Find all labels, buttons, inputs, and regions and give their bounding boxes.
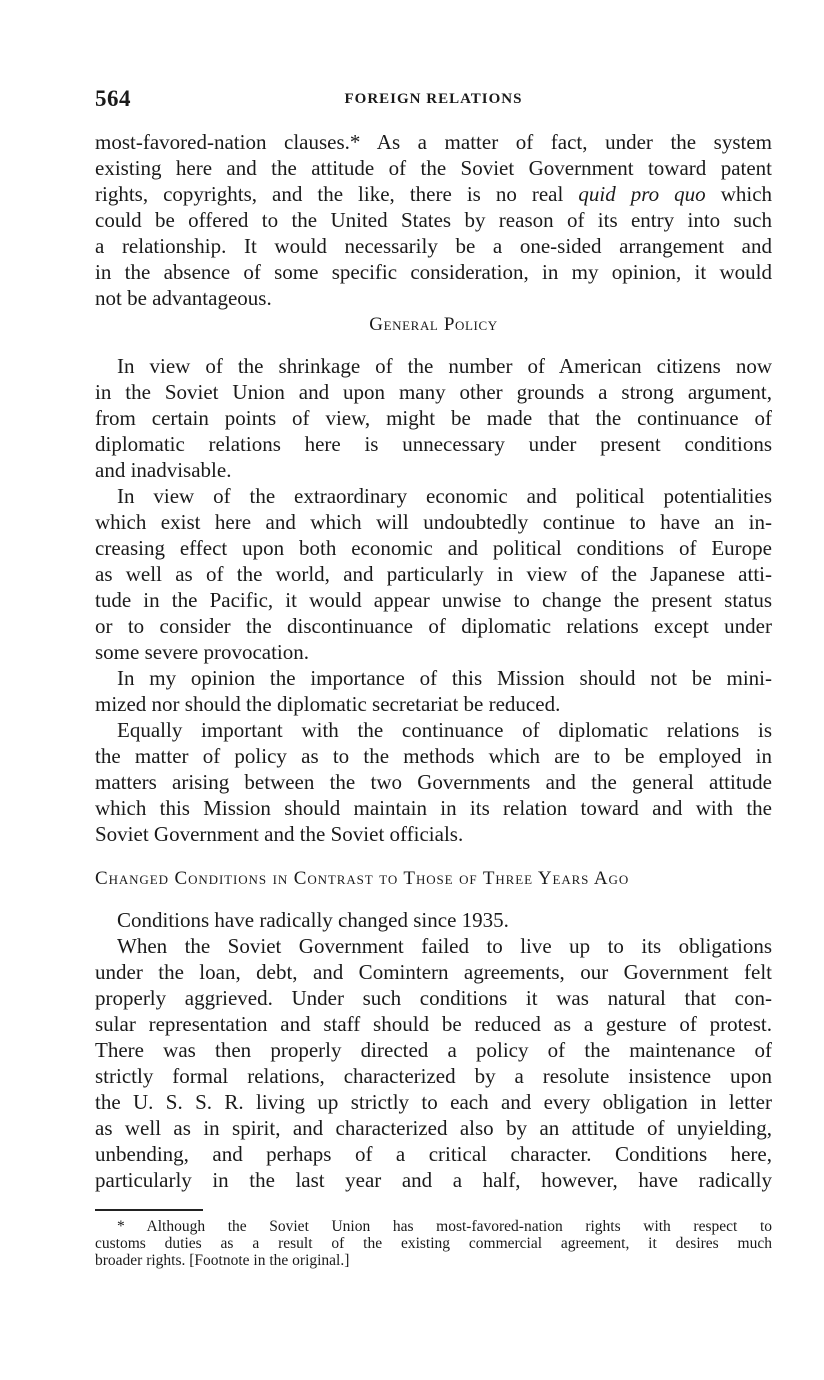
running-title: FOREIGN RELATIONS (344, 91, 523, 107)
text-line (95, 181, 772, 207)
text-line: in the Soviet Union and upon many other grounds a strong argument, (95, 380, 772, 404)
text-line: When the Soviet Government failed to live up to its obligations (117, 934, 772, 958)
paragraph-5 (95, 717, 772, 847)
text-line: strictly formal relations, characterized by a resolute insistence upon (95, 1064, 772, 1088)
text-line: the U. S. S. R. living up strictly to each and every obligation in letter (95, 1090, 772, 1114)
text-line: as well as in spirit, and characterized also by an attitude of unyielding, (95, 1116, 772, 1140)
paragraph-3 (95, 483, 772, 665)
text-line: the matter of policy as to the methods which are to be employed in (95, 744, 772, 768)
text-line: unbending, and perhaps of a critical character. Conditions here, (95, 1142, 772, 1166)
text-line: some severe provocation. (95, 640, 310, 664)
text-line: or to consider the discontinuance of diplomatic relations except under (95, 614, 772, 638)
text-line: not be advantageous. (95, 286, 272, 310)
text-line: diplomatic relations here is unnecessary under present conditions (95, 432, 772, 456)
text-line: under the loan, debt, and Comintern agreements, our Government felt (95, 960, 772, 984)
text-line: mized nor should the diplomatic secretariat be reduced. (95, 692, 561, 716)
text-line: from certain points of view, might be made that the continuance of (95, 406, 772, 430)
text-line: In view of the extraordinary economic and political potentialities (117, 484, 772, 508)
text-line: in the absence of some specific consideration, in my opinion, it would (95, 260, 772, 284)
text-line: Soviet Government and the Soviet officials. (95, 822, 464, 846)
text-line: which exist here and which will undoubtedly continue to have an in- (95, 510, 772, 534)
text-line: a relationship. It would necessarily be a one-sided arrangement and (95, 234, 772, 258)
text-line: and inadvisable. (95, 458, 232, 482)
running-head (95, 86, 772, 112)
text-line: could be offered to the United States by reason of its entry into such (95, 208, 772, 232)
section-heading-changed-conditions: Changed Conditions in Contrast to Those of Three Years Ago (95, 868, 630, 889)
text-line: Equally important with the continuance of diplomatic relations is (117, 718, 772, 742)
text-line: which this Mission should maintain in its relation toward and with the (95, 796, 772, 820)
text-line: There was then properly directed a policy of the maintenance of (95, 1038, 772, 1062)
text-line: Conditions have radically changed since 1935. (117, 908, 509, 932)
text-line: In view of the shrinkage of the number of American citizens now (117, 354, 772, 378)
text-run: which (720, 182, 773, 206)
paragraph-1 (95, 129, 772, 311)
paragraph-2 (95, 353, 772, 483)
footnote-line: * Although the Soviet Union has most-favored-nation rights with respect to (117, 1218, 772, 1235)
paragraph-6 (95, 907, 772, 933)
footnote-line: customs duties as a result of the existing commercial agreement, it desires much (95, 1235, 772, 1252)
footnote-line: broader rights. [Footnote in the original.] (95, 1252, 350, 1269)
text-run: rights, copyrights, and the like, there is no real (95, 182, 564, 206)
text-line: matters arising between the two Governments and the general attitude (95, 770, 772, 794)
text-line: existing here and the attitude of the Soviet Government toward patent (95, 156, 772, 180)
text-line: sular representation and staff should be reduced as a gesture of protest. (95, 1012, 772, 1036)
text-line: as well as of the world, and particularly in view of the Japanese atti- (95, 562, 772, 586)
text-line: most-favored-nation clauses.* As a matter of fact, under the system (95, 130, 772, 154)
text-line: tude in the Pacific, it would appear unwise to change the present status (95, 588, 772, 612)
paragraph-4 (95, 665, 772, 717)
footnote (95, 1218, 772, 1269)
page-number: 564 (95, 86, 131, 111)
paragraph-7 (95, 933, 772, 1193)
text-line: In my opinion the importance of this Mission should not be mini- (117, 666, 772, 690)
section-heading-general-policy: General Policy (369, 314, 498, 335)
body-text (95, 129, 772, 1193)
text-line: properly aggrieved. Under such conditions it was natural that con- (95, 986, 772, 1010)
text-line: creasing effect upon both economic and political conditions of Europe (95, 536, 772, 560)
footnote-rule (95, 1209, 203, 1211)
text-line: particularly in the last year and a half, however, have radically (95, 1168, 772, 1192)
italic-phrase: quid pro quo (578, 182, 706, 206)
